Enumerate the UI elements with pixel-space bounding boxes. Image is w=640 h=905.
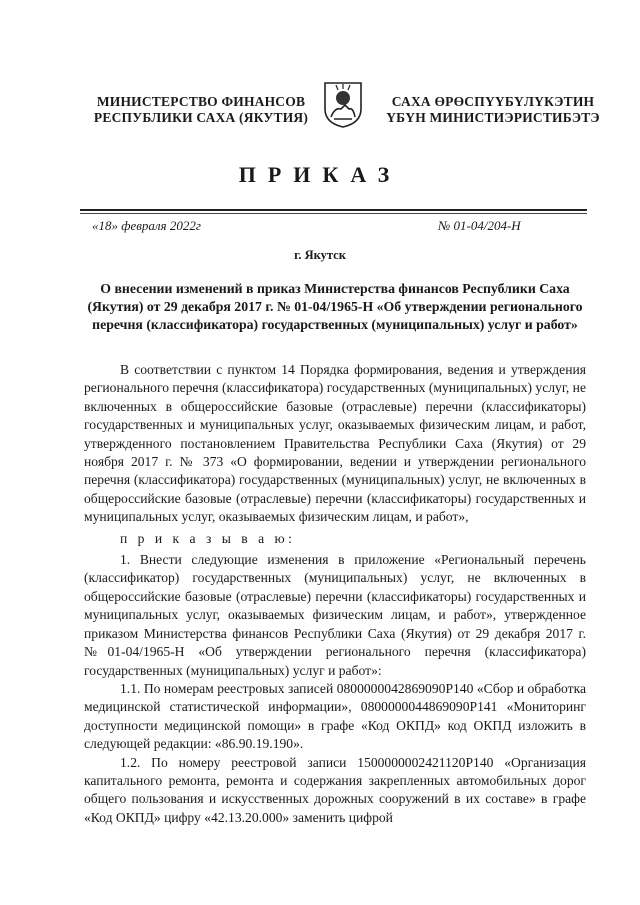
ministry-name-yakut: [368, 94, 618, 126]
document-type-heading: ПРИКАЗ: [238, 162, 402, 187]
order-directive-word: п р и к а з ы в а ю:: [120, 530, 296, 546]
order-date: «18» февраля 2022г: [92, 218, 201, 233]
preamble-paragraph: В соответствии с пунктом 14 Порядка формирования, ведения и утверждения регионального перечня (классификатора) государственных (муниципальных) услуг, не включенных в общероссийские базовые (отраслевые) перечни (классификаторы) государственных и муниципальных услуг, оказываемых физическим лицам, и работ, утвержденного постановлением Правительства Республики Саха (Якутия) от 29 ноября 2017 г. № 373 «О формировании, ведении и утверждении регионального перечня (классификатора) государственных (муниципальных) услуг, не включенных в общероссийские базовые (отраслевые) перечни (классификаторы) государственных и муниципальных услуг, оказываемых физическим лицам, и работ»,: [84, 362, 586, 525]
order-number: № 01-04/204-Н: [438, 218, 521, 233]
ministry-name-line-1: МИНИСТЕРСТВО ФИНАНСОВ: [96, 94, 306, 109]
item-1-paragraph: 1. Внести следующие изменения в приложение «Региональный перечень (классификатор) государственных (муниципальных) услуг, не включенных в общероссийские базовые (отраслевые) перечни (классификаторы) государственных и муниципальных услуг, оказываемых физическим лицам, и работ», утвержденное приказом Министерства финансов Республики Саха (Якутия) от 29 декабря 2017 г. №01-04/1965-Н «Об утверждении регионального перечня (классификатора) государственных (муниципальных) услуг и работ»:: [84, 552, 586, 678]
item-1-2-paragraph: 1.2. По номеру реестровой записи 1500000002421120Р140 «Организация капитального ремонта, ремонта и содержания закрепленных автомобильных дорог общего пользования и искусственных дорожных сооружений в их составе» в графе «Код ОКПД» цифру «42.13.20.000» заменить цифрой: [84, 754, 586, 825]
ministry-name-russian: [76, 94, 326, 126]
city-name: г. Якутск: [294, 248, 346, 262]
coat-of-arms-emblem-icon: [321, 79, 365, 129]
order-body: [84, 361, 586, 827]
ministry-name-yakut-line-2: ҮБҮН МИНИСТИЭРИСТИБЭТЭ: [386, 110, 600, 125]
item-1-1-paragraph: 1.1. По номерам реестровых записей 0800000042869090Р140 «Сбор и обработка медицинской статистической информации», 0800000044869090Р141 «Мониторинг доступности медицинской помощи» в графе «Код ОКПД» код ОКПД изложить в следующей редакции: «86.90.19.190».: [84, 680, 586, 752]
order-title: О внесении изменений в приказ Министерства финансов Республики Саха (Якутия) от 29 декабря 2017 г. № 01-04/1965-Н «Об утверждении регионального перечня (классификатора) государственных (муниципальных) услуг и работ»: [87, 281, 583, 332]
ministry-name-line-2: РЕСПУБЛИКИ САХА (ЯКУТИЯ): [93, 110, 309, 125]
header-divider: [80, 209, 587, 211]
ministry-name-yakut-line-1: САХА ӨРӨСПҮҮБҮЛҮКЭТИН: [391, 94, 595, 109]
header-divider-thin: [80, 213, 587, 214]
